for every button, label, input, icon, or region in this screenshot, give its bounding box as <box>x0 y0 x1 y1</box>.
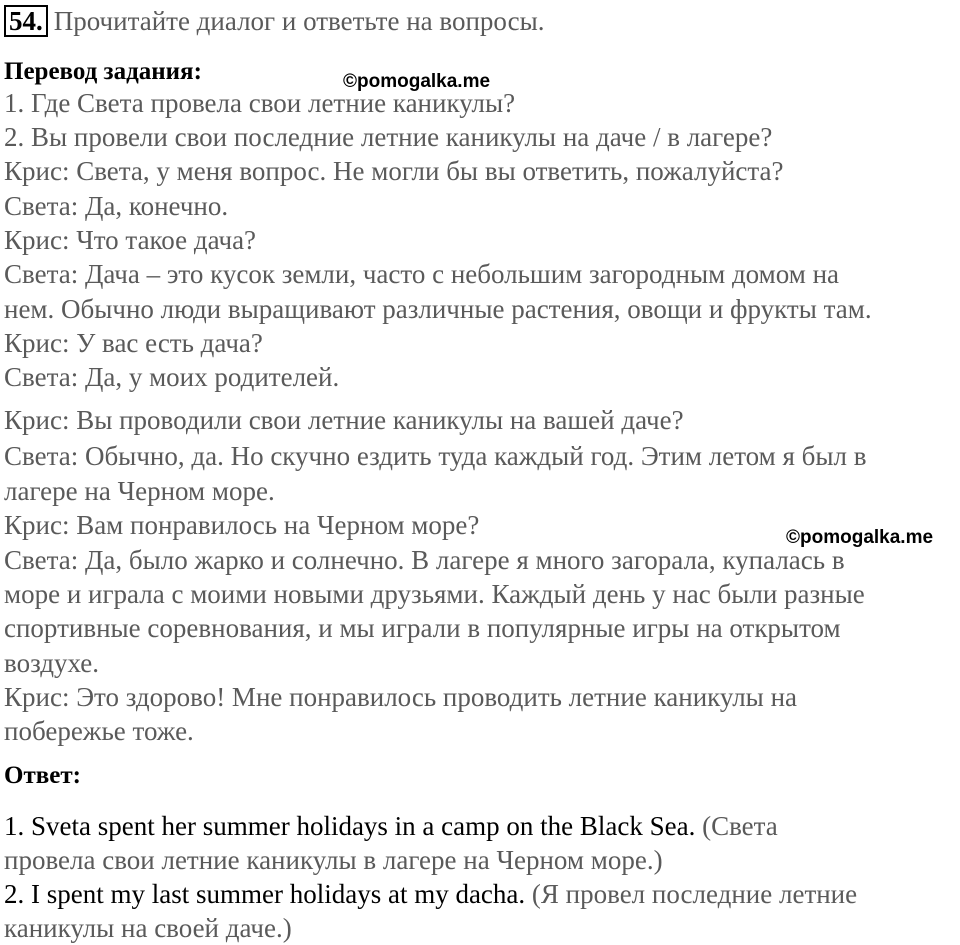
translation-line: 2. Вы провели свои последние летние каникулы на даче / в лагере? <box>4 122 773 152</box>
task-number: 54. <box>4 5 48 37</box>
answer-line-2 <box>4 877 857 911</box>
task-instruction: Прочитайте диалог и ответьте на вопросы. <box>53 6 545 36</box>
translation-line: Крис: Что такое дача? <box>4 225 257 255</box>
translation-line: воздухе. <box>4 648 100 678</box>
watermark-middle: ©pomogalka.me <box>786 527 934 548</box>
translation-line: Крис: Вы проводили свои летние каникулы на вашей даче? <box>4 405 684 435</box>
answer-line-1 <box>4 809 778 843</box>
translation-line: море и играла с моими новыми друзьями. Каждый день у нас были разные <box>4 579 865 609</box>
answer-2-english: 2. I spent my last summer holidays at my dacha. <box>4 879 526 909</box>
answer-1-english: 1. Sveta spent her summer holidays in a camp on the Black Sea. <box>4 811 696 841</box>
translation-line: нем. Обычно люди выращивают различные растения, овощи и фрукты там. <box>4 294 872 324</box>
translation-line: лагере на Черном море. <box>4 476 275 506</box>
translation-line: Света: Да, конечно. <box>4 191 229 221</box>
translation-line: побережье тоже. <box>4 716 194 746</box>
translation-line: 1. Где Света провела свои летние каникулы? <box>4 88 516 118</box>
answer-heading: Ответ: <box>4 762 81 789</box>
translation-line: Крис: У вас есть дача? <box>4 328 263 358</box>
translation-line: Крис: Это здорово! Мне понравилось проводить летние каникулы на <box>4 682 798 712</box>
translation-line: Света: Да, было жарко и солнечно. В лагере я много загорала, купалась в <box>4 545 845 575</box>
answer-1-russian-start: (Света <box>695 811 778 841</box>
answer-2-russian-start: (Я провел последние летние <box>525 879 858 909</box>
translation-heading: Перевод задания: <box>4 58 202 85</box>
translation-line: Света: Да, у моих родителей. <box>4 362 340 392</box>
watermark-top: ©pomogalka.me <box>343 71 491 92</box>
translation-line: Крис: Света, у меня вопрос. Не могли бы вы ответить, пожалуйста? <box>4 156 784 186</box>
translation-line: Света: Обычно, да. Но скучно ездить туда каждый год. Этим летом я был в <box>4 441 867 471</box>
answer-1-russian-end: провела свои летние каникулы в лагере на Черном море.) <box>4 845 663 875</box>
translation-line: Крис: Вам понравилось на Черном море? <box>4 510 480 540</box>
translation-line: спортивные соревнования, и мы играли в популярные игры на открытом <box>4 613 841 643</box>
translation-line: Света: Дача – это кусок земли, часто с небольшим загородным домом на <box>4 259 840 289</box>
answer-2-russian-end: каникулы на своей даче.) <box>4 913 292 943</box>
task-header <box>4 4 544 38</box>
